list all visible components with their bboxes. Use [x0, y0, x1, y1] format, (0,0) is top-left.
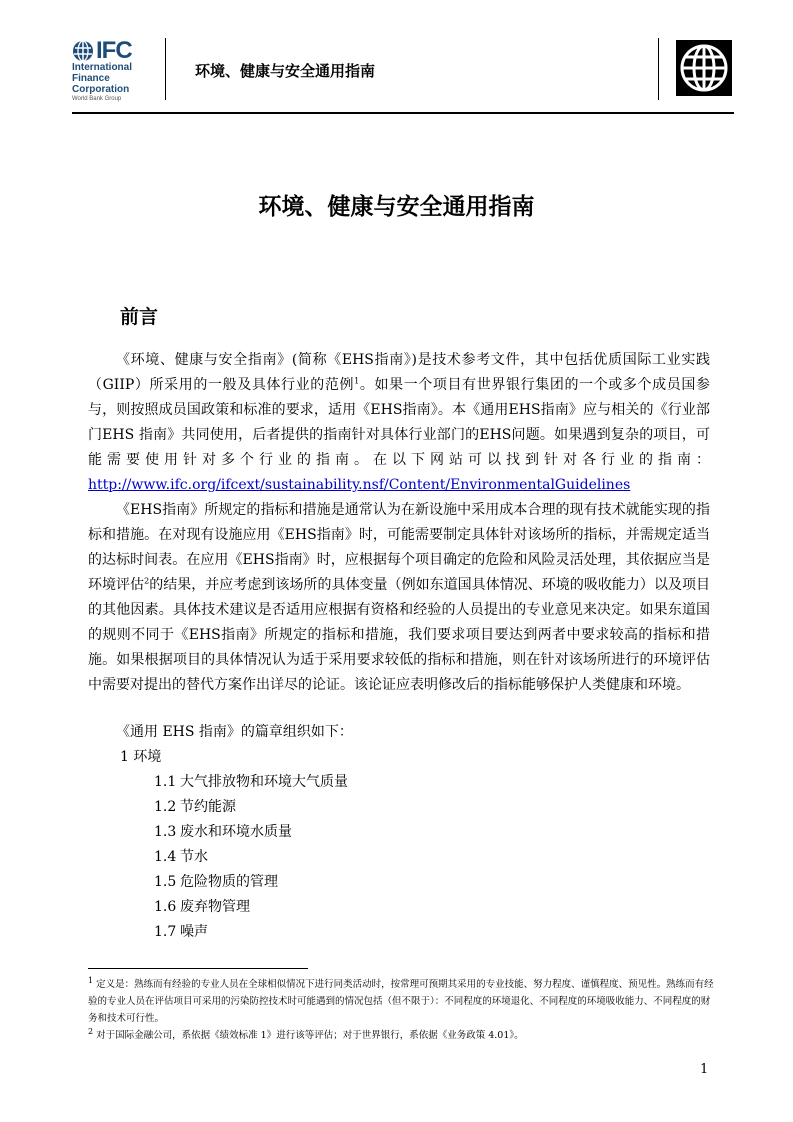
- toc-item-number: 1.5: [154, 874, 177, 890]
- toc-item: [154, 795, 348, 820]
- toc-item: [154, 820, 348, 845]
- header-rule: [72, 112, 734, 114]
- toc-item: [154, 895, 348, 920]
- toc-list: [154, 770, 348, 945]
- header-title: 环境、健康与安全通用指南: [195, 62, 376, 80]
- toc-section-1: 1 环境: [120, 749, 162, 765]
- toc-item-label: 废水和环境水质量: [180, 824, 292, 840]
- toc-intro: 《通用 EHS 指南》的篇章组织如下：: [116, 724, 353, 740]
- paragraph-1-text-2: 。如果一个项目有世界银行集团的一个或多个成员国参与，则按照成员国政策和标准的要求，适用《EHS指南》。本《通用EHS指南》应与相关的《行业部门EHS 指南》共同使用，后者提供的指南针对具体行业部门的EHS问题。如果遇到复杂的项目，可能需要使用针对多个行业的指南。在以下网站可以找到针对各行业的指南：: [88, 377, 711, 468]
- footnote-rule: [88, 968, 308, 969]
- toc-item-number: 1.3: [154, 824, 177, 840]
- toc-item: [154, 870, 348, 895]
- ifc-letters: IFC: [96, 37, 132, 64]
- ifc-subline: World Bank Group: [72, 96, 122, 102]
- toc-item: [154, 770, 348, 795]
- document-title: 环境、健康与安全通用指南: [258, 194, 535, 220]
- guidelines-link[interactable]: http://www.ifc.org/ifcext/sustainability.nsf/Content/EnvironmentalGuidelines: [88, 477, 631, 493]
- paragraph-1-text: 《环境、健康与安全指南》(简称《EHS指南》)是技术参考文件，其中包括优质国际工业实践（GIIP）所采用的一般及具体行业的范例: [88, 352, 710, 393]
- footnote-text: 定义是：熟练而有经验的专业人员在全球相似情况下进行同类活动时，按常理可预期其采用的专业技能、努力程度、谨慎程度、预见性。熟练而有经验的专业人员在评估项目可采用的污染防控技术时可能遇到的情况包括（但不限于）：不同程度的环境退化、不同程度的环境吸收能力、不同程度的财务和技术可行性。: [88, 979, 714, 1024]
- toc-item-number: 1.4: [154, 849, 177, 865]
- header-divider-left: [165, 38, 166, 100]
- toc-item-label: 节约能源: [180, 799, 236, 815]
- toc-item: [154, 920, 348, 945]
- toc-item-label: 危险物质的管理: [180, 874, 278, 890]
- footnote-number: 1: [88, 975, 94, 985]
- page-header: [0, 0, 793, 116]
- toc-item-number: 1.1: [154, 774, 177, 790]
- paragraph-2-text-2: 的结果，并应考虑到该场所的具体变量（例如东道国具体情况、环境的吸收能力）以及项目的其他因素。具体技术建议是否适用应根据有资格和经验的人员提出的专业意见来决定。如果东道国的规则不同于《EHS指南》所规定的指标和措施，我们要求项目要达到两者中要求较高的指标和措施。如果根据项目的具体情况认为适于采用要求较低的指标和措施，则在针对该场所进行的环境评估中需要对提出的替代方案作出详尽的论证。该论证应表明修改后的指标能够保护人类健康和环境。: [88, 577, 711, 693]
- paragraph-2: [88, 498, 710, 698]
- toc-item-label: 废弃物管理: [180, 899, 250, 915]
- toc-item-label: 大气排放物和环境大气质量: [180, 774, 348, 790]
- footnote-text: 对于国际金融公司，系依据《绩效标准 1》进行该等评估；对于世界银行，系依据《业务政策 4.01》。: [96, 1030, 524, 1041]
- ifc-line-3: Corporation: [72, 84, 130, 95]
- section-heading: 前言: [120, 306, 159, 328]
- header-divider-right: [658, 38, 659, 100]
- footnotes: [88, 976, 718, 1044]
- body-text: [88, 348, 710, 698]
- paragraph-1: [88, 348, 710, 498]
- ifc-line-1: International: [72, 62, 133, 73]
- toc-item-label: 节水: [180, 849, 208, 865]
- footnote-1: [88, 976, 718, 1027]
- world-bank-globe-icon: [676, 40, 732, 96]
- toc-item-number: 1.2: [154, 799, 177, 815]
- footnote-2: [88, 1027, 718, 1044]
- footnote-ref-1[interactable]: 1: [354, 376, 360, 386]
- footnote-ref-2[interactable]: 2: [144, 576, 150, 586]
- footnote-number: 2: [88, 1026, 94, 1036]
- toc-item-number: 1.6: [154, 899, 177, 915]
- toc-item: [154, 845, 348, 870]
- page-number: 1: [700, 1062, 709, 1077]
- toc-item-label: 噪声: [180, 924, 208, 940]
- toc-item-number: 1.7: [154, 924, 177, 940]
- ifc-line-2: Finance: [72, 73, 110, 84]
- paragraph-2-text: 《EHS指南》所规定的指标和措施是通常认为在新设施中采用成本合理的现有技术就能实现的指标和措施。在对现有设施应用《EHS指南》时，可能需要制定具体针对该场所的指标，并需规定适当的达标时间表。在应用《EHS指南》时，应根据每个项目确定的危险和风险灵活处理，其依据应当是环境评估: [88, 502, 710, 593]
- ifc-globe-icon: [72, 40, 94, 62]
- ifc-logo: [72, 37, 154, 102]
